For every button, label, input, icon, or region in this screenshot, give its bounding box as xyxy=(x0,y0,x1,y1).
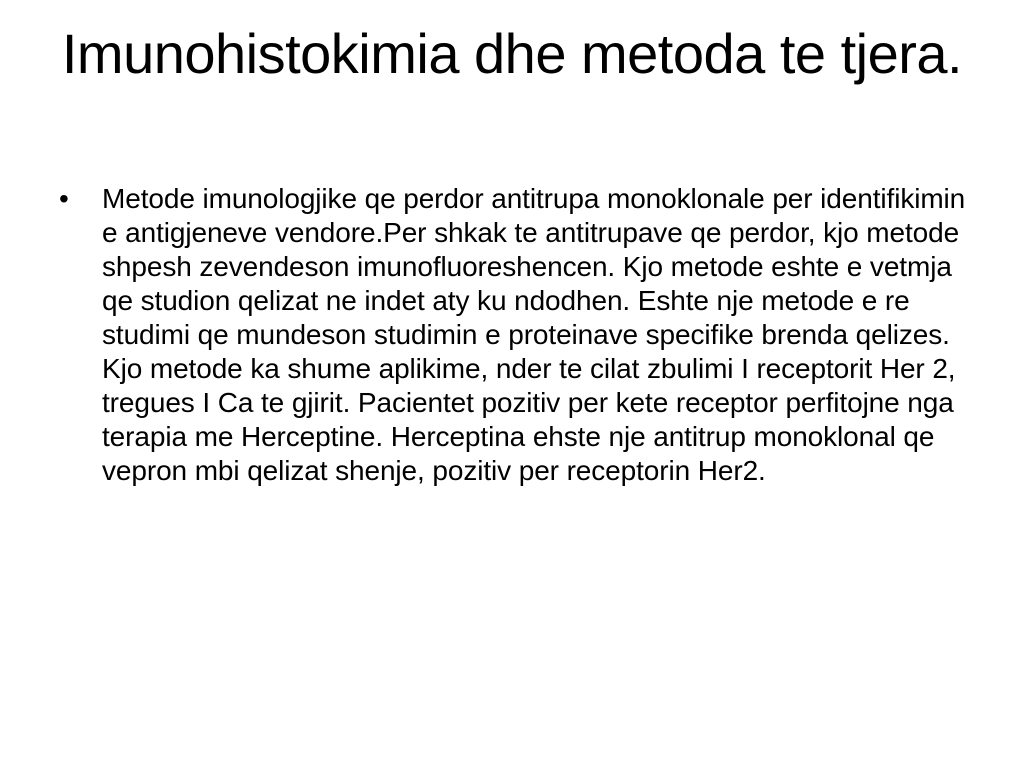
bullet-list xyxy=(52,182,972,488)
bullet-text: Metode imunologjike qe perdor antitrupa monoklonale per identifikimin e antigjeneve vendore.Per shkak te antitrupave qe perdor, kjo metode shpesh zevendeson imunofluoreshencen. Kjo metode eshte e vetmja qe studion qelizat ne indet aty ku ndodhen. Eshte nje metode e re studimi qe mundeson studimin e proteinave specifike brenda qelizes. Kjo metode ka shume aplikime, nder te cilat zbulimi I receptorit Her 2, tregues I Ca te gjirit. Pacientet pozitiv per kete receptor perfitojne nga terapia me Herceptine. Herceptina ehste nje antitrup monoklonal qe vepron mbi qelizat shenje, pozitiv per receptorin Her2. xyxy=(102,183,966,486)
bullet-item xyxy=(52,182,972,488)
bullet-dot-icon: • xyxy=(59,183,69,214)
slide-title: Imunohistokimia dhe metoda te tjera. xyxy=(61,22,963,85)
